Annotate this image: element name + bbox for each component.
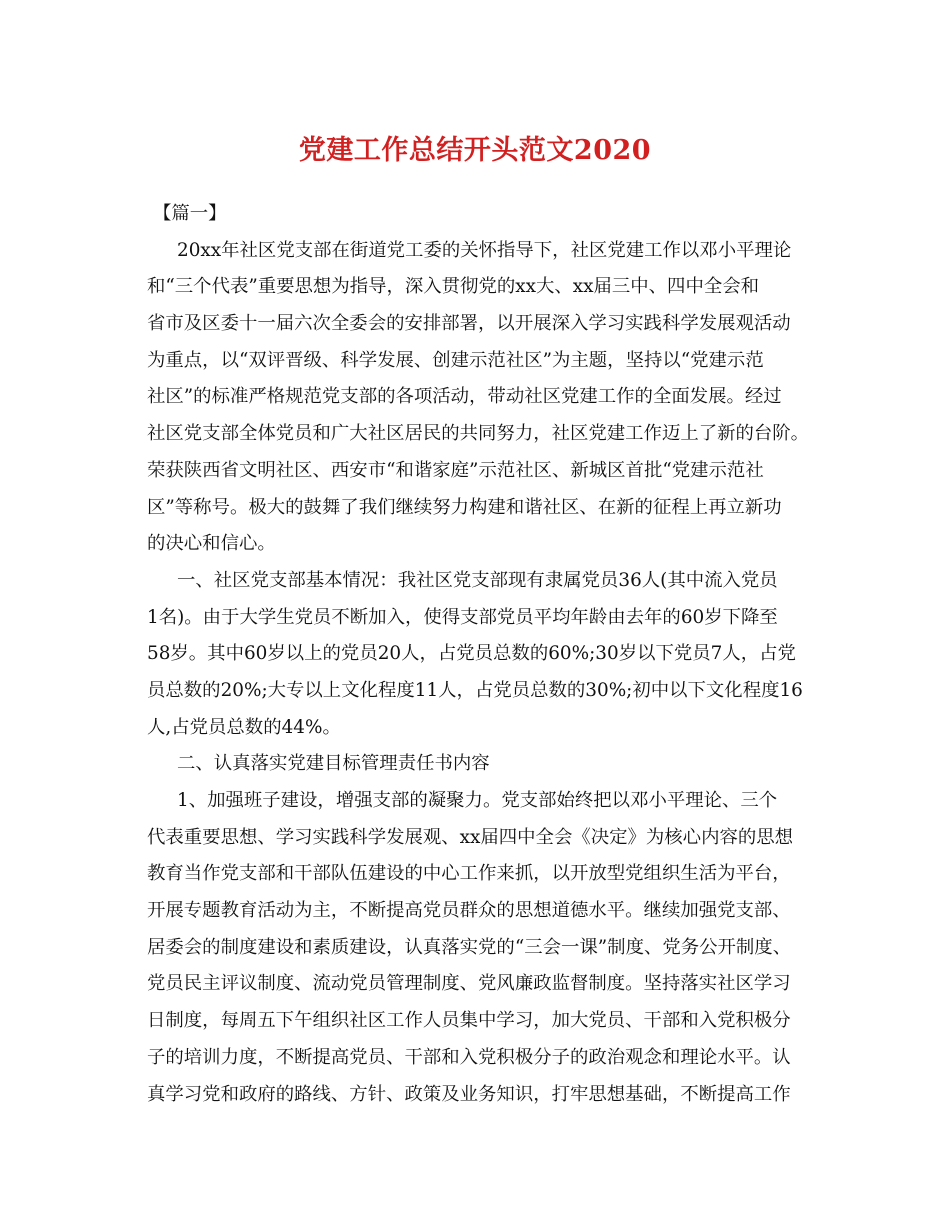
paragraph-line: 20xx年社区党支部在街道党工委的关怀指导下，社区党建工作以邓小平理论	[177, 239, 792, 261]
document-title: 党建工作总结开头范文2020	[298, 135, 652, 166]
paragraph-line: 社区”的标准严格规范党支部的各项活动，带动社区党建工作的全面发展。经过	[147, 386, 782, 408]
section-heading: 二、认真落实党建目标管理责任书内容	[177, 753, 490, 775]
document-body	[147, 196, 810, 1113]
paragraph-line: 1名)。由于大学生党员不断加入，使得支部党员平均年龄由去年的60岁下降至	[147, 606, 778, 628]
paragraph-line: 荣获陕西省文明社区、西安市“和谐家庭”示范社区、新城区首批“党建示范社	[147, 459, 764, 481]
paragraph-line: 社区党支部全体党员和广大社区居民的共同努力，社区党建工作迈上了新的台阶。	[147, 423, 810, 445]
paragraph-line: 58岁。其中60岁以上的党员20人，占党员总数的60%;30岁以下党员7人，占党	[147, 643, 796, 665]
paragraph-line: 区”等称号。极大的鼓舞了我们继续努力构建和谐社区、在新的征程上再立新功	[147, 496, 782, 518]
paragraph-line: 员总数的20%;大专以上文化程度11人，占党员总数的30%;初中以下文化程度16	[147, 679, 803, 701]
section-heading: 【篇一】	[153, 203, 227, 224]
paragraph-line: 子的培训力度，不断提高党员、干部和入党积极分子的政治观念和理论水平。认	[147, 1046, 791, 1068]
paragraph-line: 党员民主评议制度、流动党员管理制度、党风廉政监督制度。坚持落实社区学习	[147, 973, 791, 995]
paragraph-line: 一、社区党支部基本情况：我社区党支部现有隶属党员36人(其中流入党员	[177, 569, 778, 591]
paragraph-line: 真学习党和政府的路线、方针、政策及业务知识，打牢思想基础，不断提高工作	[147, 1083, 791, 1105]
paragraph-line: 为重点，以“双评晋级、科学发展、创建示范社区”为主题，坚持以“党建示范	[147, 349, 764, 371]
paragraph-line: 省市及区委十一届六次全委会的安排部署，以开展深入学习实践科学发展观活动	[147, 313, 791, 335]
paragraph-line: 日制度，每周五下午组织社区工作人员集中学习，加大党员、干部和入党积极分	[147, 1010, 791, 1032]
paragraph-line: 教育当作党支部和干部队伍建设的中心工作来抓，以开放型党组织生活为平台，	[147, 863, 791, 885]
paragraph-line: 代表重要思想、学习实践科学发展观、xx届四中全会《决定》为核心内容的思想	[147, 826, 794, 848]
paragraph-line: 1、加强班子建设，增强支部的凝聚力。党支部始终把以邓小平理论、三个	[177, 790, 778, 811]
paragraph-line: 的决心和信心。	[147, 533, 276, 555]
paragraph-line: 和“三个代表”重要思想为指导，深入贯彻党的xx大、xx届三中、四中全会和	[147, 276, 760, 298]
paragraph-line: 人,占党员总数的44%。	[147, 716, 341, 738]
paragraph-line: 居委会的制度建设和素质建设，认真落实党的“三会一课”制度、党务公开制度、	[147, 936, 792, 958]
paragraph-line: 开展专题教育活动为主，不断提高党员群众的思想道德水平。继续加强党支部、	[147, 900, 791, 922]
